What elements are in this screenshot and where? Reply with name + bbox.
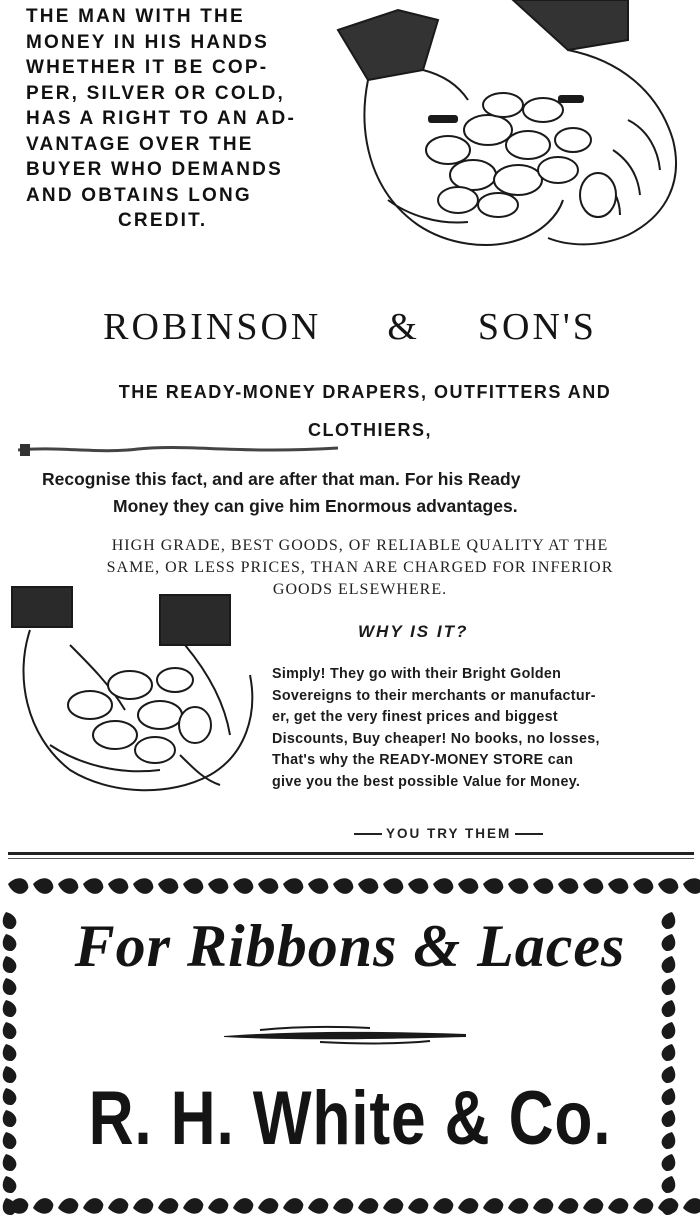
border-leaf-icon xyxy=(157,1197,180,1216)
headline-line: HAS A RIGHT TO AN AD- xyxy=(26,108,296,129)
why-line: That's why the READY-MONEY STORE can xyxy=(272,752,574,768)
section-divider xyxy=(8,852,694,855)
why-heading: WHY IS IT? xyxy=(358,622,469,641)
headline-line: WHETHER IT BE COP- xyxy=(26,57,269,78)
why-line: Simply! They go with their Bright Golden xyxy=(272,666,562,682)
border-leaf-icon xyxy=(632,1197,655,1216)
firm-ampersand: & xyxy=(387,306,420,348)
border-leaf-icon xyxy=(507,1197,530,1216)
border-leaf-icon xyxy=(660,998,679,1020)
try-them-text: YOU TRY THEM xyxy=(386,826,512,841)
border-leaf-icon xyxy=(32,876,55,895)
border-leaf-icon xyxy=(282,876,305,895)
quality-line: HIGH GRADE, BEST GOODS, OF RELIABLE QUALITY AT THE xyxy=(111,537,609,554)
headline-line: THE MAN WITH THE xyxy=(26,6,245,27)
border-leaf-icon xyxy=(282,1197,305,1216)
quality-line: GOODS ELSEWHERE. xyxy=(272,581,448,598)
border-leaf-icon xyxy=(660,1020,679,1042)
border-leaf-icon xyxy=(507,876,530,895)
border-leaf-icon xyxy=(207,876,230,895)
why-line: give you the best possible Value for Money. xyxy=(272,773,581,790)
try-them-line xyxy=(350,826,590,841)
section-divider-thin xyxy=(8,858,694,859)
border-leaf-icon xyxy=(0,976,18,998)
border-leaf-icon xyxy=(0,1196,18,1218)
border-leaf-icon xyxy=(7,876,30,895)
border-leaf-icon xyxy=(660,1174,679,1196)
border-leaf-icon xyxy=(132,1197,155,1216)
decorative-rule xyxy=(220,1022,470,1048)
firm-name-right: SON'S xyxy=(477,306,597,348)
border-leaf-icon xyxy=(557,1197,580,1216)
headline-text xyxy=(26,4,326,234)
headline-line: AND OBTAINS LONG xyxy=(26,184,252,206)
border-leaf-icon xyxy=(232,1197,255,1216)
border-leaf-icon xyxy=(357,876,380,895)
border-leaf-icon xyxy=(682,1197,700,1216)
firm-name-left: ROBINSON xyxy=(103,306,322,348)
border-leaf-icon xyxy=(257,1197,280,1216)
border-leaf-icon xyxy=(0,1020,18,1042)
border-leaf-icon xyxy=(107,876,130,895)
border-leaf-icon xyxy=(482,1197,505,1216)
border-leaf-icon xyxy=(0,1042,18,1064)
border-leaf-icon xyxy=(332,1197,355,1216)
border-leaf-icon xyxy=(57,1197,80,1216)
border-leaf-icon xyxy=(0,1086,18,1108)
border-leaf-icon xyxy=(582,1197,605,1216)
why-line: Discounts, Buy cheaper! No books, no losses, xyxy=(272,730,600,747)
border-leaf-icon xyxy=(432,876,455,895)
border-leaf-icon xyxy=(382,876,405,895)
border-leaf-icon xyxy=(482,876,505,895)
firm-tagline-continued: CLOTHIERS, xyxy=(307,420,432,440)
headline-line: CREDIT. xyxy=(118,210,208,231)
border-leaf-icon xyxy=(582,876,605,895)
border-leaf-icon xyxy=(32,1197,55,1216)
border-leaf-icon xyxy=(657,876,680,895)
border-leaf-icon xyxy=(57,876,80,895)
border-leaf-icon xyxy=(457,876,480,895)
why-paragraph xyxy=(272,664,692,793)
firm-name xyxy=(0,305,700,349)
headline-line: BUYER WHO DEMANDS xyxy=(26,159,283,180)
ink-smudge xyxy=(18,442,338,458)
border-leaf-icon xyxy=(532,1197,555,1216)
border-leaf-icon xyxy=(232,876,255,895)
border-leaf-icon xyxy=(660,1108,679,1130)
border-leaf-icon xyxy=(157,876,180,895)
border-leaf-icon xyxy=(82,876,105,895)
border-leaf-icon xyxy=(307,1197,330,1216)
border-leaf-icon xyxy=(0,998,18,1020)
firm-tagline: THE READY-MONEY DRAPERS, OUTFITTERS AND xyxy=(118,382,612,402)
border-leaf-icon xyxy=(0,1174,18,1196)
recognise-paragraph xyxy=(42,466,692,520)
border-leaf-icon xyxy=(0,932,18,954)
hands-with-coins-illustration xyxy=(328,0,700,262)
border-leaf-icon xyxy=(407,1197,430,1216)
border-leaf-icon xyxy=(182,1197,205,1216)
headline-line: PER, SILVER OR COLD, xyxy=(26,82,286,104)
why-line: er, get the very finest prices and biggest xyxy=(272,709,558,725)
border-leaf-icon xyxy=(532,876,555,895)
border-leaf-icon xyxy=(182,876,205,895)
border-leaf-icon xyxy=(407,876,430,895)
border-leaf-icon xyxy=(632,876,655,895)
why-line: Sovereigns to their merchants or manufactur- xyxy=(272,687,596,704)
border-leaf-icon xyxy=(132,876,155,895)
border-leaf-icon xyxy=(207,1197,230,1216)
border-leaf-icon xyxy=(0,1108,18,1130)
border-leaf-icon xyxy=(660,1064,679,1086)
border-leaf-icon xyxy=(607,1197,630,1216)
border-leaf-icon xyxy=(432,1197,455,1216)
border-leaf-icon xyxy=(682,876,700,895)
border-leaf-icon xyxy=(457,1197,480,1216)
border-leaf-icon xyxy=(660,1086,679,1108)
headline-line: VANTAGE OVER THE xyxy=(26,133,254,155)
border-leaf-icon xyxy=(660,1152,679,1174)
border-leaf-icon xyxy=(660,1130,679,1152)
border-leaf-icon xyxy=(0,910,18,932)
border-leaf-icon xyxy=(332,876,355,895)
quality-line: SAME, OR LESS PRICES, THAN ARE CHARGED FOR INFERIOR xyxy=(106,559,614,576)
recognise-line: Money they can give him Enormous advantages. xyxy=(113,496,518,516)
border-leaf-icon xyxy=(107,1197,130,1216)
border-leaf-icon xyxy=(0,1152,18,1174)
border-leaf-icon xyxy=(257,876,280,895)
border-leaf-icon xyxy=(382,1197,405,1216)
border-leaf-icon xyxy=(607,876,630,895)
ribbons-slogan: For Ribbons & Laces xyxy=(74,913,626,979)
headline-line: MONEY IN HIS HANDS xyxy=(26,31,269,53)
border-leaf-icon xyxy=(0,1130,18,1152)
border-leaf-icon xyxy=(0,954,18,976)
border-leaf-icon xyxy=(307,876,330,895)
border-leaf-icon xyxy=(82,1197,105,1216)
cupped-hands-coins-illustration xyxy=(10,585,266,807)
border-leaf-icon xyxy=(0,1064,18,1086)
recognise-line: Recognise this fact, and are after that man. For his Ready xyxy=(42,469,521,489)
border-leaf-icon xyxy=(357,1197,380,1216)
company-name: R. H. White & Co. xyxy=(88,1076,612,1161)
border-leaf-icon xyxy=(557,876,580,895)
border-leaf-icon xyxy=(660,1042,679,1064)
